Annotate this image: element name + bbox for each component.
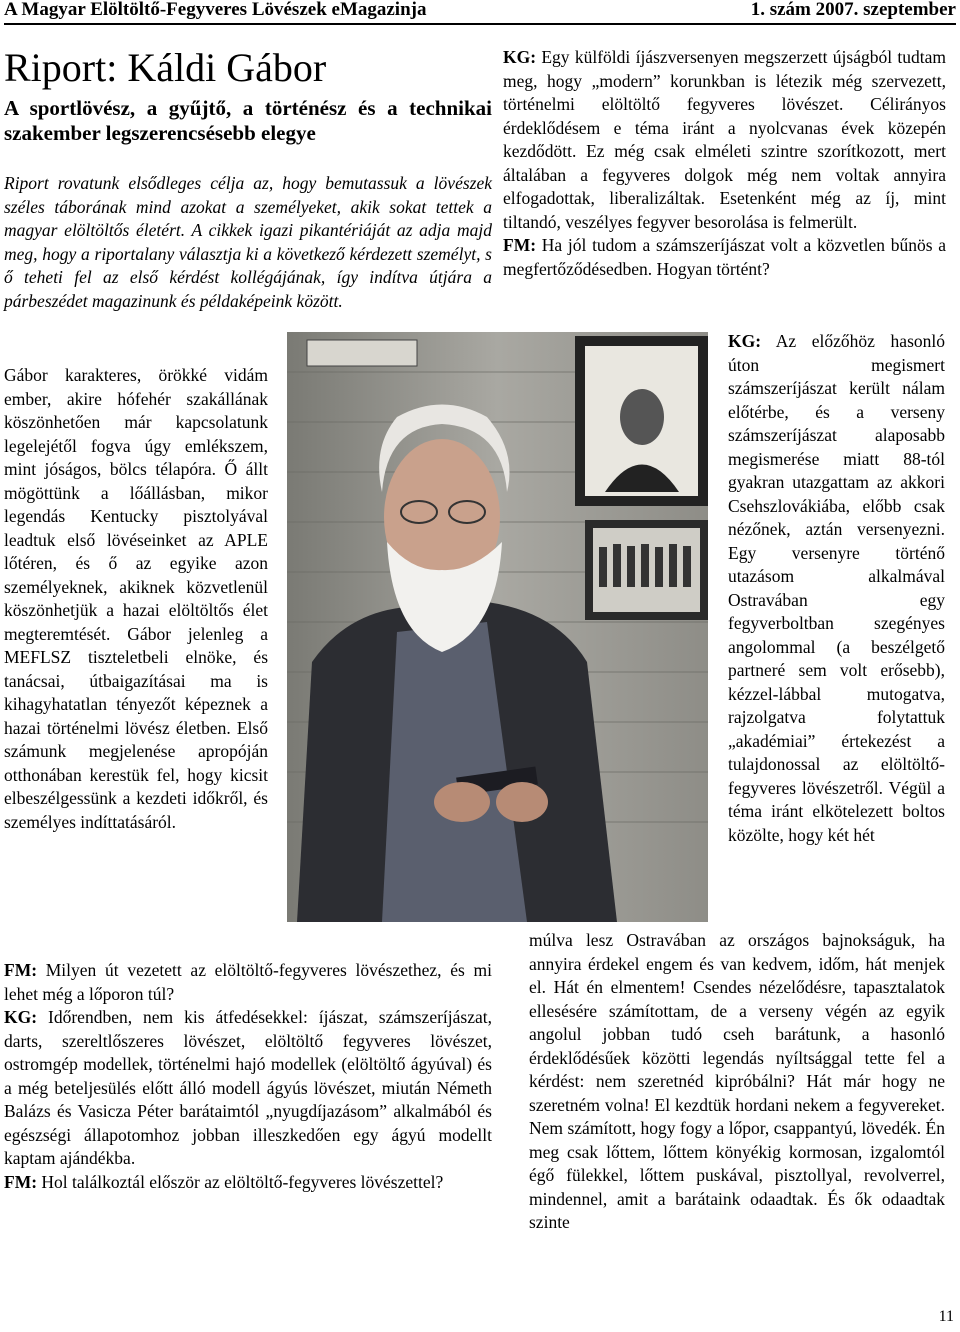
answer-text: Egy külföldi íjászversenyen megszerzett újságból tudtam meg, hogy „modern” korunkban is létezik még szervezett, történelmi elöltöltő fegyveres lövészet. Célirányos érdeklődésem e téma iránt a nyolcvanas évek közepén kezdődött. Ez még csak elméleti szintre szorítkozott, mert általában a fegyveres dolgok még nem voltak annyira elfogadottak, liberalizáltak. Esetenként még az íj, mint tiltandó, veszélyes fegyver besorolása is felmerült. — [503, 47, 946, 232]
speaker-label: KG: — [503, 47, 537, 67]
interview-left-block — [4, 959, 492, 1194]
answer-2-block — [503, 46, 946, 281]
answer-3-narrow — [728, 330, 945, 847]
magazine-title: A Magyar Elöltöltő-Fegyveres Lövészek eMagazinja — [4, 0, 427, 20]
answer-text: Időrendben, nem kis átfedésekkel: íjászat, számszeríjászat, darts, szereltlőszeres lövészet, elöltöltő fegyveres lövészet, ostromgép modellek, történelmi hajó modellek (elöltöltő ágyúval) és a még beteljesülés előtt álló modell ágyús lövészet, miután Németh Balázs és Vasicza Péter barátaimtól „nyugdíjazásom” alkalmából és egészségi állapotomhoz jobban illeszkedően egy ágyú modellt kaptam ajándékba. — [4, 1007, 492, 1168]
question-text: Milyen út vezetett az elöltöltő-fegyveres lövészethez, és mi lehet még a lőporon túl? — [4, 960, 492, 1004]
page-header — [4, 0, 956, 25]
portrait-photo — [287, 332, 708, 922]
answer-text: Az előzőhöz hasonló úton megismert számszeríjászat került nálam előtérbe, és a verseny számszeríjászat alaposabb megismerése miatt 88-tól gyakran utazgattam az akkori Csehszlovákiába, előbb csak nézőnek, aztán versenyezni. Egy versenyre történő utazásom alkalmával Ostravában egy fegyverboltban szegényes angolommal (a beszélgető partneré sem volt erősebb), kézzel-lábbal mutogatva, rajzolgatva folytattuk „akadémiai” értekezést a tulajdonossal az elöltöltő-fegyveres lövészetről. Végül a téma iránt elkötelezett boltos közölte, hogy két hét — [728, 331, 945, 845]
speaker-label: KG: — [728, 331, 762, 351]
issue-label: 1. szám 2007. szeptember — [750, 0, 956, 20]
speaker-label: FM: — [4, 960, 38, 980]
question-text: Ha jól tudom a számszeríjászat volt a közvetlen bűnös a megfertőződésedben. Hogyan történt? — [503, 235, 946, 279]
speaker-label: KG: — [4, 1007, 38, 1027]
answer-3-continued: múlva lesz Ostravában az országos bajnokságuk, ha annyira érdekel engem és van kedvem, időm, hát menjek el. Hát én elmentem! Csendes nézelődésre, tapasztalatok ellesésére számítottam, de a verseny végén az egyik angolul jobban tudó cseh barátunk, a hasonló érdeklődésűek közötti legendás nyíltsággal tette fel a kérdést: nem szeretnéd kipróbálni? Hát már hogy ne szeretném volna! El kezdtük hordani nekem a fegyvereket. Nem számított, hogy fogy a lőpor, csappantyú, lövedék. Én meg csak lőttem, lőttem könyékig kormosan, izgalomtól égő fülekkel, lőttem puskával, pisztollyal, revolverrel, mindennel, amit a barátaink odaadtak. És ők odaadtak szinte — [529, 930, 945, 1232]
article-subtitle: A sportlövész, a gyűjtő, a történész és a technikai szakember legszerencsésebb elegye — [4, 96, 492, 145]
speaker-label: FM: — [4, 1171, 38, 1192]
article-intro: Riport rovatunk elsődleges célja az, hogy bemutassuk a lövészek széles táborának mind azokat a személyeket, akik sokat tettek a magyar elöltöltős életért. A cikkek igazi pikantériáját az adja majd meg, hogy a riportalany választja ki a következő kérdezett személyt, s ő teheti fel az első kérdést kollégájának, így indítva útjára a párbeszédet magazinunk és példaképeink között. — [4, 173, 492, 311]
body-intro: Gábor karakteres, örökké vidám ember, akire hófehér szakállának köszönhetően már kapcsolatunk legelejétől fogva úgy emlékszem, mint jóságos, bölcs télapóra. Ő állt mögöttünk a lőállásban, mikor legendás Kentucky pisztolyával leadtuk első lövéseinket az APLE lőtéren, és ő az egyike azon személyeknek, akiknek közvetlenül köszönhetjük a hazai elöltöltős élet megteremtését. Gábor jelenleg a MEFLSZ tiszteletbeli elnöke, és tanácsai, útbaigazításai ma is kihagyhatatlan tényezőt képeznek a hazai történelmi lövész életben. Első számunk megjelenése apropóján otthonában kerestük fel, hogy kicsit elbeszélgessünk a kezdeti időkről, és személyes indíttatásáról. — [4, 365, 268, 832]
speaker-label: FM: — [503, 235, 537, 255]
page-number: 11 — [938, 1308, 954, 1325]
question-text: Hol találkoztál először az elöltöltő-fegyveres lövészettel? — [37, 1171, 444, 1192]
small-sign — [307, 340, 417, 366]
article-title: Riport: Káldi Gábor — [4, 45, 327, 90]
